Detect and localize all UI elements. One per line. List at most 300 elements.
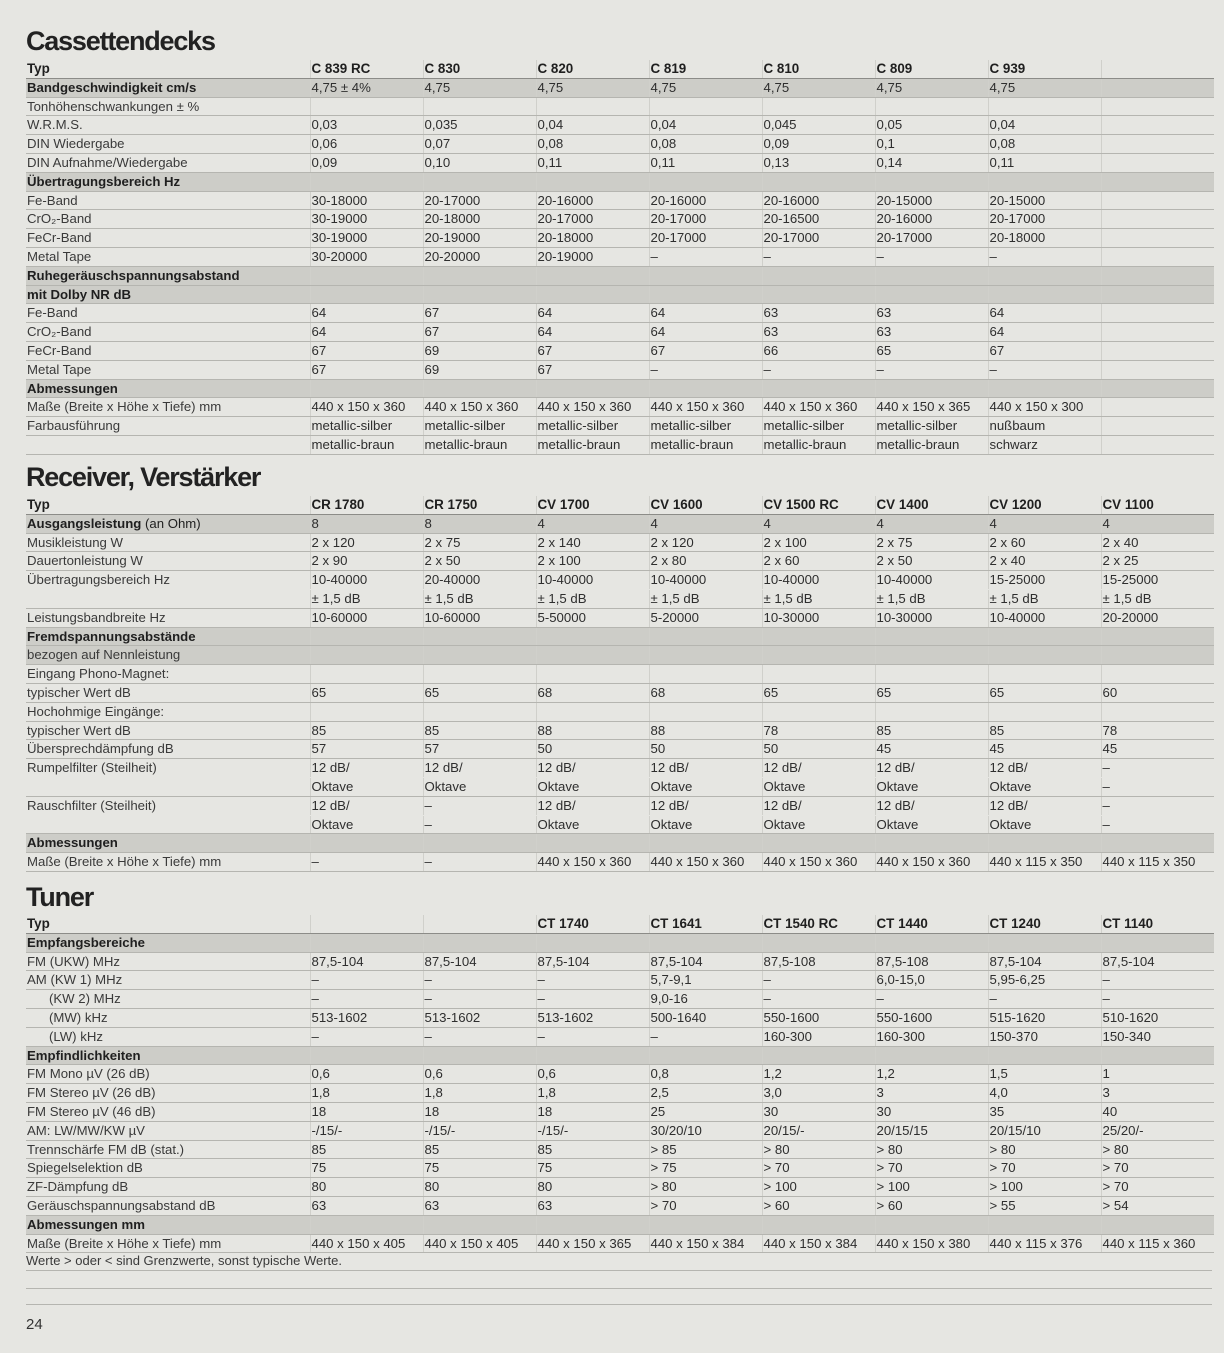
- model-header-cell: C 809: [875, 60, 988, 78]
- table-cell: 20-16000: [649, 191, 762, 210]
- section-title-tuner: Tuner: [26, 882, 93, 912]
- row-label: [26, 379, 310, 398]
- table-row: [26, 533, 1214, 552]
- row-label-text: FM (UKW) MHz: [27, 953, 121, 969]
- table-cell: 3,0: [762, 1084, 875, 1103]
- table-row: [26, 1121, 1214, 1140]
- table-cell: 75: [310, 1159, 423, 1178]
- table-cell: 64: [310, 323, 423, 342]
- table-cell: 0,1: [875, 135, 988, 154]
- table-cell: 85: [423, 721, 536, 740]
- table-cell: metallic-silber: [536, 417, 649, 436]
- table-row: [26, 60, 1214, 78]
- table-cell: 64: [988, 323, 1101, 342]
- row-label: [26, 759, 310, 778]
- row-label: [26, 172, 310, 191]
- table-cell: 1,8: [423, 1084, 536, 1103]
- table-cell: 440 x 150 x 384: [762, 1234, 875, 1253]
- table-cell: [536, 172, 649, 191]
- table-cell: 5-50000: [536, 608, 649, 627]
- table-row: [26, 683, 1214, 702]
- table-cell: [875, 97, 988, 116]
- table-cell: 10-60000: [423, 608, 536, 627]
- table-cell: Oktave: [762, 777, 875, 796]
- table-cell: 10-40000: [875, 571, 988, 590]
- table-cell: 68: [536, 683, 649, 702]
- table-cell: –: [1101, 777, 1214, 796]
- table-row: [26, 247, 1214, 266]
- table-cell: [423, 1046, 536, 1065]
- row-label: [26, 1084, 310, 1103]
- model-header-cell: CR 1750: [423, 496, 536, 514]
- row-label: [26, 740, 310, 759]
- table-cell: 2 x 120: [310, 533, 423, 552]
- row-label: [26, 834, 310, 853]
- table-cell: 4,0: [988, 1084, 1101, 1103]
- table-cell: > 80: [1101, 1140, 1214, 1159]
- row-label: [26, 646, 310, 665]
- model-header-cell: CV 1700: [536, 496, 649, 514]
- table-cell: [1101, 341, 1214, 360]
- table-row: [26, 304, 1214, 323]
- table-cell: [536, 1215, 649, 1234]
- row-label-text: Farbausführung: [27, 418, 121, 434]
- table-cell: [423, 97, 536, 116]
- table-cell: [536, 379, 649, 398]
- table-cell: [762, 285, 875, 304]
- model-header-cell: CV 1200: [988, 496, 1101, 514]
- table-cell: 20/15/10: [988, 1121, 1101, 1140]
- table-cell: 2 x 25: [1101, 552, 1214, 571]
- table-row: [26, 1046, 1214, 1065]
- row-label: [26, 1102, 310, 1121]
- table-cell: > 100: [875, 1178, 988, 1197]
- table-cell: > 54: [1101, 1196, 1214, 1215]
- row-label: [26, 78, 310, 97]
- model-header-cell: C 820: [536, 60, 649, 78]
- table-cell: Oktave: [988, 777, 1101, 796]
- table-cell: metallic-braun: [310, 435, 423, 454]
- table-cell: 67: [423, 323, 536, 342]
- row-label: [26, 990, 310, 1009]
- table-cell: 87,5-104: [536, 952, 649, 971]
- table-cell: schwarz: [988, 435, 1101, 454]
- row-label: [26, 1159, 310, 1178]
- table-cell: 64: [649, 304, 762, 323]
- table-cell: 440 x 150 x 380: [875, 1234, 988, 1253]
- table-cell: 67: [423, 304, 536, 323]
- table-cell: –: [423, 971, 536, 990]
- table-cell: 65: [875, 683, 988, 702]
- table-cell: [310, 266, 423, 285]
- row-label: [26, 796, 310, 815]
- table-cell: metallic-braun: [875, 435, 988, 454]
- table-cell: 12 dB/: [988, 759, 1101, 778]
- table-cell: 30-19000: [310, 210, 423, 229]
- table-row: [26, 1178, 1214, 1197]
- table-cell: 2 x 60: [988, 533, 1101, 552]
- table-cell: –: [875, 360, 988, 379]
- row-label: [26, 702, 310, 721]
- model-header-cell: CV 1600: [649, 496, 762, 514]
- table-cell: 4,75: [875, 78, 988, 97]
- table-cell: [649, 933, 762, 952]
- table-cell: –: [988, 990, 1101, 1009]
- table-cell: [536, 627, 649, 646]
- table-cell: 440 x 150 x 360: [762, 398, 875, 417]
- row-label-text: Abmessungen: [27, 835, 118, 851]
- table-cell: [1101, 417, 1214, 436]
- table-cell: > 70: [875, 1159, 988, 1178]
- table-cell: 10-30000: [762, 608, 875, 627]
- row-label-text: AM (KW 1) MHz: [27, 972, 123, 988]
- table-cell: –: [1101, 990, 1214, 1009]
- table-cell: 440 x 150 x 384: [649, 1234, 762, 1253]
- table-cell: 66: [762, 341, 875, 360]
- table-cell: 87,5-104: [1101, 952, 1214, 971]
- table-cell: [310, 379, 423, 398]
- row-label: [26, 341, 310, 360]
- table-row: [26, 172, 1214, 191]
- table-cell: [1101, 627, 1214, 646]
- table-cell: > 80: [649, 1178, 762, 1197]
- table-cell: 0,10: [423, 153, 536, 172]
- table-cell: 2 x 75: [423, 533, 536, 552]
- table-cell: 440 x 150 x 365: [536, 1234, 649, 1253]
- row-label: [26, 777, 310, 796]
- table-cell: 4,75: [649, 78, 762, 97]
- model-header-cell: CT 1540 RC: [762, 915, 875, 933]
- section-title-receiver: Receiver, Verstärker: [26, 462, 261, 492]
- table-cell: 0,04: [988, 116, 1101, 135]
- table-cell: [1101, 285, 1214, 304]
- table-cell: 63: [423, 1196, 536, 1215]
- table-cell: 12 dB/: [649, 759, 762, 778]
- model-header-cell: CT 1240: [988, 915, 1101, 933]
- table-cell: 12 dB/: [875, 796, 988, 815]
- table-cell: [649, 646, 762, 665]
- table-cell: 20-17000: [988, 210, 1101, 229]
- table-row: [26, 815, 1214, 834]
- table-cell: 65: [423, 683, 536, 702]
- table-cell: 0,6: [536, 1065, 649, 1084]
- receiver-table: [26, 496, 1214, 872]
- model-header-cell: C 819: [649, 60, 762, 78]
- table-cell: 20-15000: [875, 191, 988, 210]
- table-cell: > 70: [1101, 1178, 1214, 1197]
- table-cell: [423, 627, 536, 646]
- table-cell: 87,5-104: [988, 952, 1101, 971]
- table-row: [26, 1159, 1214, 1178]
- table-cell: 440 x 150 x 360: [536, 853, 649, 872]
- table-cell: 440 x 150 x 360: [649, 398, 762, 417]
- footnote: Werte > oder < sind Grenzwerte, sonst typische Werte.: [26, 1252, 1212, 1271]
- table-row: [26, 266, 1214, 285]
- row-label-text: mit Dolby NR dB: [27, 286, 132, 302]
- model-header-cell: [1101, 60, 1214, 78]
- table-cell: [536, 702, 649, 721]
- table-cell: 85: [310, 721, 423, 740]
- table-cell: 440 x 115 x 350: [1101, 853, 1214, 872]
- table-cell: [310, 665, 423, 684]
- table-cell: 1,8: [310, 1084, 423, 1103]
- model-header-cell: CV 1500 RC: [762, 496, 875, 514]
- table-cell: 2 x 140: [536, 533, 649, 552]
- table-cell: [875, 702, 988, 721]
- table-cell: [649, 379, 762, 398]
- table-cell: 75: [536, 1159, 649, 1178]
- table-cell: 10-30000: [875, 608, 988, 627]
- table-cell: 64: [649, 323, 762, 342]
- table-cell: –: [423, 853, 536, 872]
- table-cell: 20-16000: [875, 210, 988, 229]
- table-cell: 0,08: [536, 135, 649, 154]
- row-label: [26, 1215, 310, 1234]
- row-label-text: Empfindlichkeiten: [27, 1047, 141, 1063]
- table-cell: 63: [762, 323, 875, 342]
- row-label-text: DIN Wiedergabe: [27, 136, 125, 152]
- table-cell: 513-1602: [536, 1008, 649, 1027]
- table-cell: ± 1,5 dB: [875, 589, 988, 608]
- table-row: [26, 435, 1214, 454]
- table-cell: [1101, 834, 1214, 853]
- row-label-text: Typ: [27, 497, 50, 512]
- table-cell: [988, 1215, 1101, 1234]
- row-label-text: Geräuschspannungsabstand dB: [27, 1197, 216, 1213]
- table-cell: [988, 646, 1101, 665]
- row-label-text: Übertragungsbereich Hz: [27, 572, 170, 588]
- row-label: [26, 683, 310, 702]
- model-header-cell: CR 1780: [310, 496, 423, 514]
- table-cell: 57: [423, 740, 536, 759]
- table-cell: 0,09: [310, 153, 423, 172]
- table-cell: metallic-braun: [762, 435, 875, 454]
- table-cell: [423, 646, 536, 665]
- table-cell: 75: [423, 1159, 536, 1178]
- row-label-text: FeCr-Band: [27, 230, 92, 246]
- table-cell: [1101, 78, 1214, 97]
- table-cell: [423, 702, 536, 721]
- table-cell: 25/20/-: [1101, 1121, 1214, 1140]
- table-cell: 0,11: [988, 153, 1101, 172]
- table-cell: 4: [536, 514, 649, 533]
- table-cell: 12 dB/: [310, 796, 423, 815]
- row-label: [26, 952, 310, 971]
- table-cell: 65: [988, 683, 1101, 702]
- table-cell: 0,07: [423, 135, 536, 154]
- row-label: [26, 1234, 310, 1253]
- table-cell: [1101, 702, 1214, 721]
- row-label-text: Abmessungen mm: [27, 1216, 145, 1232]
- table-cell: –: [423, 1027, 536, 1046]
- table-cell: [988, 627, 1101, 646]
- table-cell: 2 x 80: [649, 552, 762, 571]
- row-label-text: Metal Tape: [27, 248, 92, 264]
- table-cell: > 100: [988, 1178, 1101, 1197]
- divider: [26, 1304, 1212, 1305]
- table-row: [26, 933, 1214, 952]
- table-cell: [875, 646, 988, 665]
- table-cell: [310, 1215, 423, 1234]
- row-label: [26, 1008, 310, 1027]
- table-cell: [762, 1215, 875, 1234]
- table-cell: [762, 1046, 875, 1065]
- row-label: [26, 285, 310, 304]
- row-label-text: FM Mono µV (26 dB): [27, 1066, 150, 1082]
- table-cell: 4,75: [536, 78, 649, 97]
- table-cell: –: [762, 247, 875, 266]
- table-cell: [649, 1215, 762, 1234]
- row-label-text: Rumpelfilter (Steilheit): [27, 760, 157, 776]
- table-cell: 45: [988, 740, 1101, 759]
- table-cell: metallic-silber: [310, 417, 423, 436]
- table-cell: 20-18000: [423, 210, 536, 229]
- divider: [26, 1288, 1212, 1289]
- table-cell: > 60: [762, 1196, 875, 1215]
- table-cell: 10-60000: [310, 608, 423, 627]
- table-cell: > 70: [649, 1196, 762, 1215]
- table-cell: [988, 379, 1101, 398]
- table-cell: 550-1600: [762, 1008, 875, 1027]
- table-cell: ± 1,5 dB: [536, 589, 649, 608]
- table-cell: –: [310, 853, 423, 872]
- row-label-text: Fe-Band: [27, 305, 78, 321]
- table-cell: 78: [1101, 721, 1214, 740]
- table-cell: > 70: [1101, 1159, 1214, 1178]
- row-label: [26, 1196, 310, 1215]
- row-label-text: CrO₂-Band: [27, 324, 92, 340]
- model-header-cell: C 939: [988, 60, 1101, 78]
- table-cell: 5,95-6,25: [988, 971, 1101, 990]
- table-cell: 160-300: [875, 1027, 988, 1046]
- table-cell: 12 dB/: [536, 796, 649, 815]
- row-label-text: bezogen auf Nennleistung: [27, 647, 181, 663]
- table-cell: 20-17000: [875, 229, 988, 248]
- table-cell: 87,5-108: [762, 952, 875, 971]
- table-cell: 20-18000: [988, 229, 1101, 248]
- table-cell: ± 1,5 dB: [310, 589, 423, 608]
- model-header-cell: CT 1440: [875, 915, 988, 933]
- table-cell: 20-15000: [988, 191, 1101, 210]
- table-cell: 20-18000: [536, 229, 649, 248]
- table-cell: [649, 266, 762, 285]
- table-cell: –: [423, 815, 536, 834]
- table-cell: [762, 172, 875, 191]
- table-cell: 2 x 50: [875, 552, 988, 571]
- table-cell: 67: [536, 341, 649, 360]
- table-cell: –: [988, 360, 1101, 379]
- table-cell: 68: [649, 683, 762, 702]
- table-cell: ± 1,5 dB: [423, 589, 536, 608]
- row-label-text: Trennschärfe FM dB (stat.): [27, 1141, 185, 1157]
- table-cell: [423, 266, 536, 285]
- model-header-cell: C 839 RC: [310, 60, 423, 78]
- table-cell: [536, 834, 649, 853]
- table-cell: 20/15/-: [762, 1121, 875, 1140]
- table-cell: 65: [875, 341, 988, 360]
- table-cell: 0,04: [536, 116, 649, 135]
- row-label: [26, 721, 310, 740]
- table-cell: 513-1602: [423, 1008, 536, 1027]
- table-cell: 3: [1101, 1084, 1214, 1103]
- table-cell: [1101, 135, 1214, 154]
- table-cell: 18: [536, 1102, 649, 1121]
- row-label: [26, 1140, 310, 1159]
- table-cell: 0,6: [310, 1065, 423, 1084]
- row-label: [26, 135, 310, 154]
- model-header-cell: CV 1100: [1101, 496, 1214, 514]
- row-label: [26, 933, 310, 952]
- table-cell: 35: [988, 1102, 1101, 1121]
- row-label-text: Übertragungsbereich Hz: [27, 173, 181, 189]
- row-label: [26, 853, 310, 872]
- table-cell: 20-17000: [762, 229, 875, 248]
- table-cell: 10-40000: [649, 571, 762, 590]
- table-row: [26, 552, 1214, 571]
- table-row: [26, 646, 1214, 665]
- row-label: [26, 589, 310, 608]
- table-cell: [423, 665, 536, 684]
- row-label-note: (an Ohm): [141, 515, 201, 531]
- row-label: [26, 323, 310, 342]
- table-cell: [988, 266, 1101, 285]
- table-cell: [875, 172, 988, 191]
- table-cell: [1101, 933, 1214, 952]
- row-label-text: Dauertonleistung W: [27, 553, 143, 569]
- table-cell: 85: [423, 1140, 536, 1159]
- table-cell: 20-16000: [536, 191, 649, 210]
- table-cell: –: [536, 1027, 649, 1046]
- table-cell: 30: [875, 1102, 988, 1121]
- table-cell: metallic-silber: [762, 417, 875, 436]
- table-row: [26, 1102, 1214, 1121]
- table-cell: Oktave: [875, 815, 988, 834]
- row-label-text: Typ: [27, 61, 50, 76]
- row-label-text: Typ: [27, 916, 50, 931]
- table-cell: 0,11: [649, 153, 762, 172]
- table-cell: 550-1600: [875, 1008, 988, 1027]
- row-label-text: Spiegelselektion dB: [27, 1160, 143, 1176]
- table-cell: [423, 834, 536, 853]
- table-cell: [1101, 323, 1214, 342]
- table-cell: 4,75: [423, 78, 536, 97]
- table-row: [26, 796, 1214, 815]
- table-cell: 2 x 75: [875, 533, 988, 552]
- table-cell: [310, 285, 423, 304]
- table-cell: 67: [988, 341, 1101, 360]
- table-cell: [988, 702, 1101, 721]
- table-cell: 440 x 115 x 350: [988, 853, 1101, 872]
- table-cell: > 70: [762, 1159, 875, 1178]
- table-cell: [649, 834, 762, 853]
- table-cell: 8: [310, 514, 423, 533]
- table-cell: 4: [649, 514, 762, 533]
- table-cell: 20-17000: [649, 210, 762, 229]
- table-cell: 87,5-104: [649, 952, 762, 971]
- table-cell: > 80: [988, 1140, 1101, 1159]
- table-row: [26, 721, 1214, 740]
- table-cell: [536, 646, 649, 665]
- table-cell: 10-40000: [536, 571, 649, 590]
- table-cell: [1101, 97, 1214, 116]
- table-cell: 85: [536, 1140, 649, 1159]
- table-cell: 64: [536, 323, 649, 342]
- table-cell: 80: [423, 1178, 536, 1197]
- table-cell: 5,7-9,1: [649, 971, 762, 990]
- row-label-text: typischer Wert dB: [27, 722, 131, 738]
- table-cell: 440 x 150 x 360: [536, 398, 649, 417]
- table-cell: [310, 933, 423, 952]
